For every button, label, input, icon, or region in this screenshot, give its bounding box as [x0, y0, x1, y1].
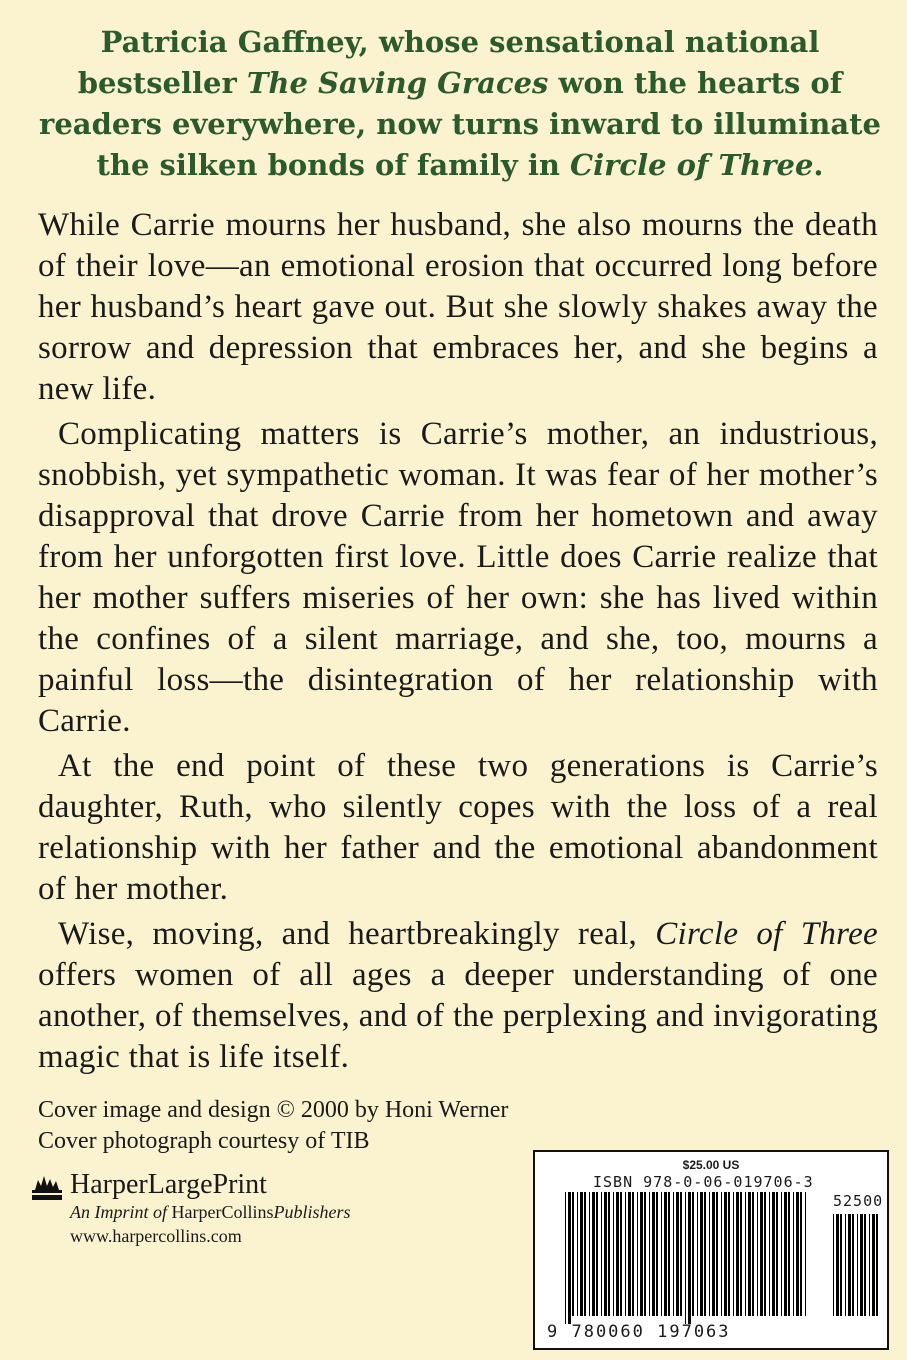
publisher-url: www.harpercollins.com — [70, 1226, 242, 1246]
paragraph-2: Complicating matters is Carrie’s mother, an industrious, snobbish, yet sympathetic woman. It was fear of her mother’s disapproval that drove Carrie from her hometown and away from her unforgotten first love. Little does Carrie realize that her mother suffers miseries of her own: she has lived within the confines of a silent marriage, and she, too, mourns a painful loss—the disintegration of her relationship with Carrie. — [38, 416, 878, 739]
barcode-bar — [793, 1192, 794, 1316]
barcode-bar — [833, 1214, 834, 1316]
barcode-bar — [700, 1192, 703, 1316]
barcode-bar — [872, 1214, 875, 1316]
barcode-bar — [625, 1192, 626, 1316]
barcode-bar — [805, 1192, 806, 1316]
publisher-block — [32, 1170, 351, 1248]
barcode-bar — [580, 1192, 583, 1316]
barcode-bar — [733, 1192, 734, 1316]
barcode-bar — [661, 1192, 662, 1316]
publisher-name: HarperLargePrint — [70, 1169, 267, 1200]
barcode-bar — [836, 1214, 839, 1316]
cover-credits — [38, 1095, 508, 1157]
barcode-bar — [613, 1192, 614, 1316]
barcode-bar — [724, 1192, 727, 1316]
paragraph-4-text-2: offers women of all ages a deeper understanding of one another, of themselves, and of the perplexing and invigorating magic that is life itself. — [38, 957, 878, 1075]
barcode-bar — [596, 1192, 598, 1316]
barcode-bar — [745, 1192, 746, 1316]
tagline-book-title-1: The Saving Graces — [246, 66, 549, 100]
paragraph-3: At the end point of these two generations is Carrie’s daughter, Ruth, who silently copes with the loss of a real relationship with her father and the emotional abandonment of her mother. — [38, 748, 878, 907]
paragraph-4-text-1: Wise, moving, and heartbreakingly real, — [58, 916, 656, 952]
barcode-bar — [589, 1192, 590, 1316]
barcode-bar — [769, 1192, 770, 1316]
barcode-bar — [784, 1192, 787, 1316]
barcode-bar — [676, 1192, 679, 1316]
barcode-bar — [680, 1192, 682, 1316]
barcode-bar — [652, 1192, 655, 1316]
tagline-text-1: Patricia Gaffney, whose sensational national bestseller — [77, 25, 820, 100]
barcode-bar — [673, 1192, 674, 1316]
barcode-bar — [697, 1192, 698, 1316]
barcode-bar — [616, 1192, 619, 1316]
barcode-bar — [692, 1192, 694, 1316]
tagline-text-3: . — [813, 148, 824, 182]
barcode-bar — [565, 1192, 566, 1324]
price-label: $25.00 US — [682, 1158, 740, 1172]
ean-digits: 9 780060 197063 — [547, 1322, 731, 1342]
barcode-bar — [752, 1192, 754, 1316]
barcode-bar — [644, 1192, 646, 1316]
isbn-label: ISBN 978-0-06-019706-3 — [593, 1173, 814, 1191]
barcode-bar — [748, 1192, 751, 1316]
barcode-bar — [772, 1192, 775, 1316]
barcode-bar — [637, 1192, 638, 1316]
imprint-prefix: An Imprint of — [70, 1202, 172, 1222]
credit-design: Cover image and design © 2000 by Honi Werner — [38, 1097, 509, 1123]
barcode-bar — [601, 1192, 602, 1316]
barcode-bar — [864, 1214, 866, 1316]
barcode-bar — [800, 1192, 802, 1316]
credit-photo: Cover photograph courtesy of TIB — [38, 1128, 370, 1154]
imprint-line — [70, 1200, 351, 1224]
barcode-bar — [876, 1214, 878, 1316]
barcode-bar — [760, 1192, 763, 1316]
ean-barcode — [565, 1192, 810, 1324]
addon-number: 52500 — [833, 1192, 884, 1210]
barcode-bar — [572, 1192, 574, 1316]
barcode-bar — [852, 1214, 854, 1316]
addon-barcode — [833, 1214, 883, 1324]
paragraph-4 — [38, 914, 878, 1078]
barcode-bar — [668, 1192, 670, 1316]
barcode-bar — [848, 1214, 851, 1316]
barcode-bar — [721, 1192, 722, 1316]
barcode-bar — [604, 1192, 607, 1316]
barcode-bar — [608, 1192, 610, 1316]
barcode-bar — [584, 1192, 586, 1316]
description — [38, 205, 878, 1082]
barcode-bar — [688, 1192, 691, 1324]
barcode-bar — [796, 1192, 799, 1316]
barcode-bar — [757, 1192, 758, 1316]
barcode-bar — [685, 1192, 686, 1324]
barcode-box — [533, 1150, 889, 1350]
barcode-bar — [728, 1192, 730, 1316]
barcode-bar — [649, 1192, 650, 1316]
harper-fire-logo-icon — [32, 1174, 62, 1200]
barcode-bar — [845, 1214, 846, 1316]
barcode-bar — [704, 1192, 706, 1316]
barcode-bar — [656, 1192, 658, 1316]
barcode-bar — [712, 1192, 715, 1316]
barcode-bar — [736, 1192, 739, 1316]
imprint-suffix: Publishers — [273, 1202, 351, 1222]
barcode-bar — [577, 1192, 578, 1316]
barcode-bar — [860, 1214, 863, 1316]
barcode-bar — [640, 1192, 643, 1316]
paragraph-4-book-title: Circle of Three — [655, 916, 878, 952]
tagline-text-2: won the hearts of readers everywhere, now turns inward to illuminate the silken bonds of family in — [39, 66, 881, 182]
barcode-bar — [788, 1192, 790, 1316]
barcode-bar — [781, 1192, 782, 1316]
tagline-book-title-2: Circle of Three — [570, 148, 814, 182]
barcode-bar — [857, 1214, 858, 1316]
barcode-bar — [764, 1192, 766, 1316]
barcode-bar — [568, 1192, 571, 1324]
barcode-bar — [740, 1192, 742, 1316]
tagline — [30, 22, 890, 186]
barcode-bar — [620, 1192, 622, 1316]
barcode-bar — [869, 1214, 870, 1316]
barcode-bar — [664, 1192, 667, 1316]
barcode-bar — [840, 1214, 842, 1316]
barcode-bar — [709, 1192, 710, 1316]
barcode-bar — [628, 1192, 631, 1316]
paragraph-1: While Carrie mourns her husband, she also mourns the death of their love—an emotional erosion that occurred long before her husband’s heart gave out. But she slowly shakes away the sorrow and depression that embraces her, and she begins a new life. — [38, 207, 878, 407]
barcode-bar — [716, 1192, 718, 1316]
barcode-bar — [632, 1192, 634, 1316]
imprint-name: HarperCollins — [171, 1202, 274, 1222]
barcode-bar — [592, 1192, 595, 1316]
barcode-bar — [776, 1192, 778, 1316]
